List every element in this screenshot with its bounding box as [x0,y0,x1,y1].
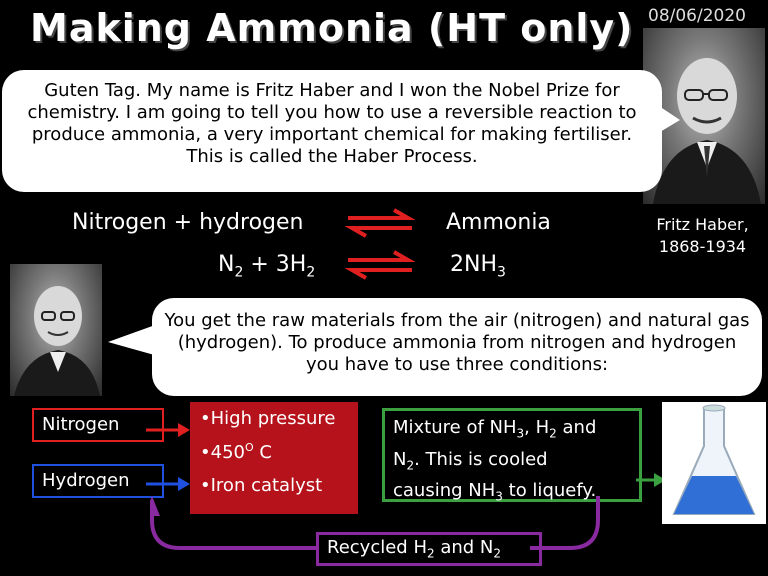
nh-subscript: 3 [497,264,506,281]
degree-sign: O [244,441,254,454]
condition-temperature [190,441,358,463]
n-symbol: N [218,252,235,277]
nh-symbol: 2NH [450,252,497,277]
word-equation-right: Ammonia [446,210,551,235]
mixture-line-2: $N_2$. This is cooled [393,448,548,473]
raw-materials-bubble [152,298,762,396]
conical-flask-icon [662,402,766,524]
mixture-line-1: Mixture of $NH_3$, $H_2$ and [393,417,597,441]
h-subscript: 2 [306,264,316,281]
n-subscript: 2 [234,264,244,281]
date-label: 08/06/2020 [648,6,746,26]
condition-pressure: •High pressure [200,408,336,429]
intro-text: Guten Tag. My name is Fritz Haber and I won the Nobel Prize for chemistry. I am going to tell you how to use a reversible reaction to produce ammonia, a very important chemical for making fertiliser. This is called the Haber Process. [27,80,637,167]
portrait-caption [640,214,765,258]
temperature-value: •450 [200,442,245,463]
mixture-box [382,408,642,502]
equilibrium-arrows-icon [344,208,416,238]
hydrogen-box: Hydrogen [32,464,164,498]
raw-materials-text: You get the raw materials from the air (nitrogen) and natural gas (hydrogen). To produce ammonia from nitrogen and hydrogen you have to use three conditions: [164,310,750,375]
portrait-illustration-small [10,264,102,396]
symbol-equation-right [450,252,506,280]
word-equation-left: Nitrogen + hydrogen [72,210,304,235]
bubble-tail [650,100,680,140]
mixture-line-3: causing $NH_3$ to liquefy. [393,480,597,504]
recycled-gases-box: Recycled $H_2$ and $N_2$ [316,532,542,566]
arrow-right-icon [146,420,192,440]
h-symbol: + 3H [243,252,307,277]
temperature-unit: C [253,442,272,463]
nitrogen-box: Nitrogen [32,408,164,442]
symbol-equation-left [218,252,315,280]
caption-name: Fritz Haber, [656,215,749,234]
condition-catalyst: •Iron catalyst [200,475,323,496]
intro-speech-bubble [2,70,662,192]
page-title: Making Ammonia (HT only) [30,6,634,50]
fritz-haber-portrait-small [10,264,102,396]
bubble-tail-left [108,320,158,360]
caption-dates: 1868-1934 [658,237,747,256]
equilibrium-arrows-icon [344,250,416,280]
flask-panel [662,402,766,524]
